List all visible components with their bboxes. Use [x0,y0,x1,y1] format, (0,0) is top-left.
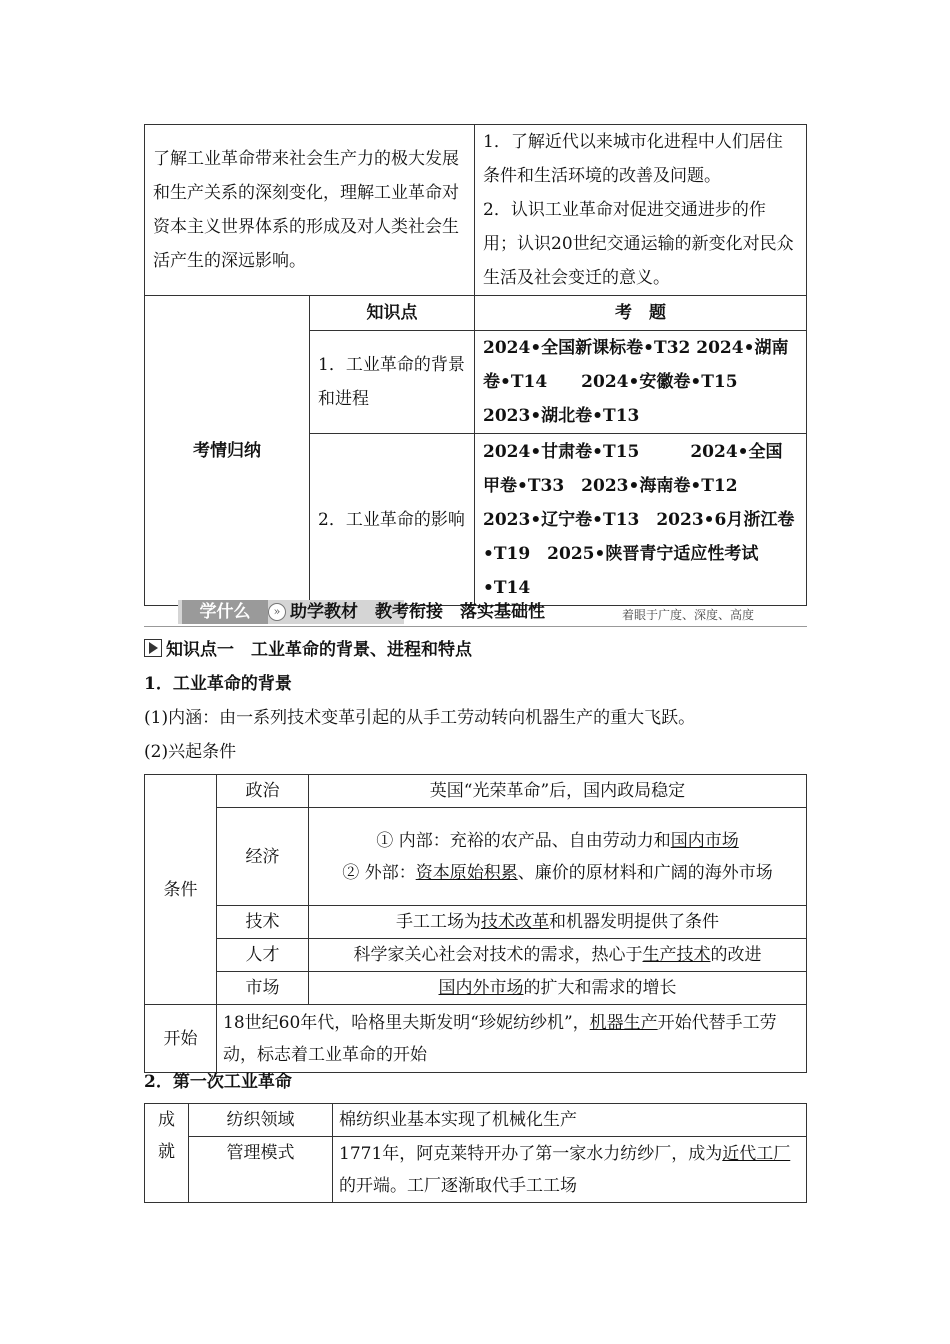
exam-summary-label: 考情归纳 [145,296,310,606]
technology-value: 手工工场为技术改革和机器发明提供了条件 [309,906,807,939]
exam-questions-1b: 2023•湖北卷•T13 [483,406,640,426]
politics-key: 政治 [217,775,309,808]
requirement-cell [475,125,807,296]
start-value: 18世纪60年代，哈格里夫斯发明“珍妮纺纱机”，机器生产开始代替手工劳动，标志着工业革命的开始 [217,1005,807,1073]
conditions-label: 条件 [145,775,217,1005]
market-value: 国内外市场的扩大和需求的增长 [309,972,807,1005]
standard-cell: 了解工业革命带来社会生产力的极大发展和生产关系的深刻变化，理解工业革命对资本主义世界体系的形成及对人类社会生活产生的深远影响。 [145,125,475,296]
knowledge-point-header: 知识点 [310,296,475,331]
achievement-label: 成 就 [145,1104,189,1203]
section-banner [144,598,807,628]
underline-term: 近代工厂 [722,1143,791,1164]
underline-term: 国内市场 [670,830,739,851]
knowledge-point-2: 2．工业革命的影响 [310,434,475,606]
market-key: 市场 [217,972,309,1005]
start-key: 开始 [145,1005,217,1073]
play-icon [144,639,162,657]
banner-text: 助学教材 教考衔接 落实基础性 [290,602,545,622]
underline-term: 资本原始积累 [415,862,518,883]
exam-questions-1 [475,331,807,434]
section-title-text: 知识点一 工业革命的背景、进程和特点 [166,640,472,660]
definition-text: (1)内涵：由一系列技术变革引起的从手工劳动转向机器生产的重大飞跃。 [144,708,696,728]
arrow-circle-icon: » [268,603,286,621]
economy-key: 经济 [217,808,309,906]
knowledge-point-1: 1．工业革命的背景和进程 [310,331,475,434]
exam-questions-2: 2024•甘肃卷•T15 2024•全国甲卷•T33 2023•海南卷•T12 2023•辽宁卷•T13 2023•6月浙江卷•T19 2025•陕晋青宁适应性考试•T14 [475,434,807,606]
economy-value: ① 内部：充裕的农产品、自由劳动力和国内市场 ② 外部：资本原始积累、廉价的原材料和广阔的海外市场 [309,808,807,906]
section-title [144,636,472,664]
curriculum-table [144,124,807,606]
textile-value: 棉纺织业基本实现了机械化生产 [333,1104,807,1137]
exam-questions-1a: 2024•全国新课标卷•T32 2024•湖南卷•T14 2024•安徽卷•T15 [483,338,789,392]
politics-value: 英国“光荣革命”后，国内政局稳定 [309,775,807,808]
requirement-2: 2．认识工业革命对促进交通进步的作用；认识20世纪交通运输的新变化对民众生活及社会变迁的意义。 [483,200,794,288]
management-value: 1771年，阿克莱特开办了第一家水力纺纱厂，成为近代工厂的开端。工厂逐渐取代手工工场 [333,1137,807,1203]
conditions-heading: (2)兴起条件 [144,742,237,762]
technology-key: 技术 [217,906,309,939]
textile-key: 纺织领域 [189,1104,333,1137]
banner-tag: 学什么 [182,600,268,624]
underline-term: 技术改革 [481,912,549,932]
talent-key: 人才 [217,939,309,972]
banner-note: 着眼于广度、深度、高度 [622,608,755,622]
talent-value: 科学家关心社会对技术的需求，热心于生产技术的改进 [309,939,807,972]
underline-term: 生产技术 [642,945,711,965]
exam-question-header: 考 题 [475,296,807,331]
heading-first-revolution: 2．第一次工业革命 [144,1072,292,1092]
heading-background: 1．工业革命的背景 [144,674,292,694]
requirement-1: 1．了解近代以来城市化进程中人们居住条件和生活环境的改善及问题。 [483,132,783,186]
achievement-table [144,1103,807,1203]
management-key: 管理模式 [189,1137,333,1203]
underline-term: 国内外市场 [438,978,524,998]
conditions-table [144,774,807,1073]
underline-term: 机器生产 [589,1012,658,1033]
